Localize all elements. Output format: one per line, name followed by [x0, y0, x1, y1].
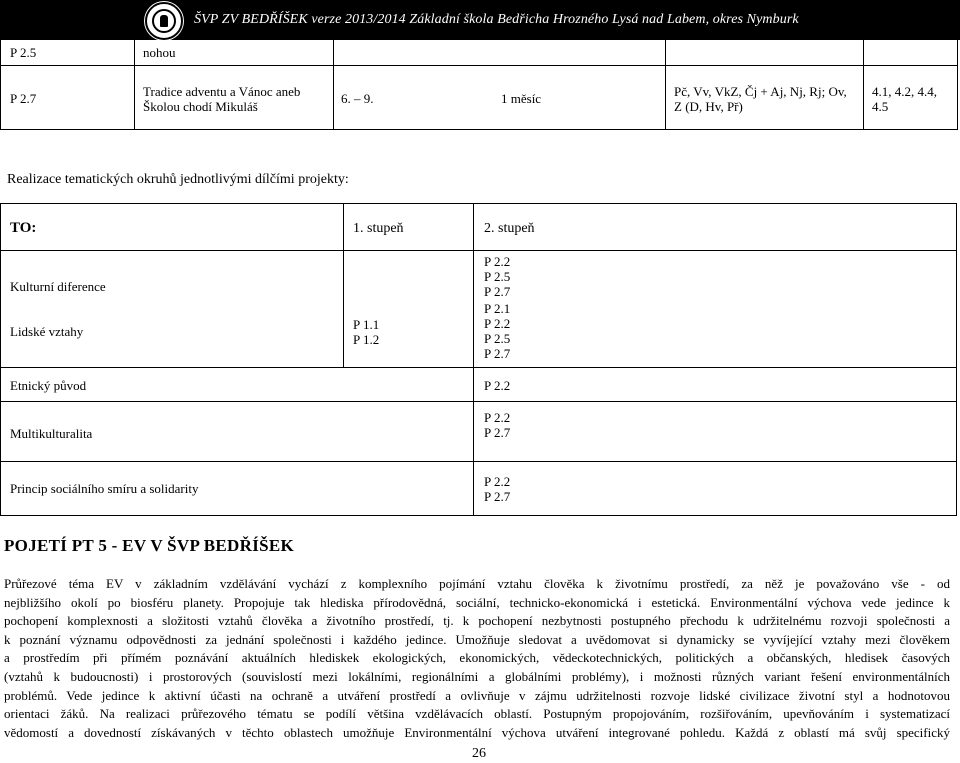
paragraph-line: k poznání významu odpovědnosti za jednání společnosti i každého jedince. Umožňuje sledovat a uvědomovat si dynamicky se vyvíjející vztahy mezi člověkem — [4, 631, 950, 647]
grid-row-kulturni-diference: Kulturní diference — [10, 279, 106, 294]
paragraph-line: problémů. Vede jedince k aktivní účasti na ochraně a utváření prostředí a ovlivňuje v zájmu udržitelnosti rozvoje lidské civilizace životní styl a hodnotovou — [4, 687, 950, 703]
paragraph-line: vědomostí a dovedností získávaných v těchto oblastech umožňuje Environmentální výchova utváření integrované pohledu. Každá z oblastí má svůj specifický — [4, 724, 950, 740]
row2-name-line2: Školou chodí Mikuláš — [143, 99, 258, 114]
realization-title: Realizace tematických okruhů jednotlivými dílčími projekty: — [7, 172, 349, 187]
grid-ps-s2-2: P 2.7 — [484, 489, 511, 504]
paragraph-line: pochopení komplexnosti a složitosti vztahů člověka a životního prostředí, tj. k pochopení nezbytnosti postupného přechodu k udržitelnému rozvoji společnosti a — [4, 613, 950, 629]
grid-row-etnicky-puvod: Etnický původ — [10, 378, 87, 393]
grid-lv-s2-3: P 2.5 — [484, 331, 511, 346]
grid-mk-s2-2: P 2.7 — [484, 425, 511, 440]
row1-code: P 2.5 — [10, 45, 37, 60]
paragraph-line: Průřezové téma EV v základním vzdělávání vychází z komplexního pojímání vztahu člověka k životnímu prostředí, za něž je považováno vše - od — [4, 576, 950, 591]
row2-code: P 2.7 — [10, 91, 37, 106]
grid-mk-s2-1: P 2.2 — [484, 410, 511, 425]
paragraph-line: (vztahů k budoucnosti) i prostorových (souvislostí mezi lokálními, regionálními a globálními problémy), i možnosti různých variant řešení environmentálních — [4, 668, 950, 684]
grid-lv-s1-2: P 1.2 — [353, 332, 380, 347]
row1-name: nohou — [143, 45, 176, 60]
row2-themes-line1: 4.1, 4.2, 4.4, — [872, 84, 937, 99]
paragraph-line: orientaci žáků. Na realizaci průřezového tématu se podílí většina vzdělávacích oblastí. Postupným propojováním, rozšiřováním, upevňováním i systematizací — [4, 706, 950, 722]
grid-to-label: TO: — [10, 220, 37, 236]
row2-time: 6. – 9. — [341, 91, 374, 106]
row2-subjects-line2: Z (D, Hv, Př) — [674, 99, 743, 114]
grid-row-princip: Princip sociálního smíru a solidarity — [10, 481, 199, 496]
header-text: ŠVP ZV BEDŘÍŠEK verze 2013/2014 Základní škola Bedřicha Hrozného Lysá nad Labem, okres Nymburk — [194, 12, 799, 27]
page-number: 26 — [472, 746, 486, 761]
grid-row-multikulturalita: Multikulturalita — [10, 426, 93, 441]
grid-kd-s2-1: P 2.2 — [484, 254, 511, 269]
grid-lv-s2-1: P 2.1 — [484, 301, 511, 316]
grid-kd-s2-3: P 2.7 — [484, 284, 511, 299]
grid-stage2-header: 2. stupeň — [484, 221, 535, 236]
paragraph-line: a prostředím při přímém poznávání aktuálních hlediskek ekologických, ekonomických, vědeckotechnických, politických a občanských, hledisek časových — [4, 650, 950, 666]
row2-duration: 1 měsíc — [501, 91, 542, 106]
grid-ps-s2-1: P 2.2 — [484, 474, 511, 489]
row2-subjects-line1: Pč, Vv, VkZ, Čj + Aj, Nj, Rj; Ov, — [674, 84, 847, 99]
section-heading: POJETÍ PT 5 - EV V ŠVP BEDŘÍŠEK — [4, 536, 295, 555]
school-seal-icon — [145, 2, 183, 40]
row2-themes-line2: 4.5 — [872, 99, 889, 114]
grid-lv-s2-2: P 2.2 — [484, 316, 511, 331]
grid-kd-s2-2: P 2.5 — [484, 269, 511, 284]
grid-stage1-header: 1. stupeň — [353, 221, 404, 236]
section-paragraph — [4, 575, 950, 742]
paragraph-line: nejbližšího okolí po biosféru planety. Propojuje tak hlediska přírodovědná, sociální, technicko-ekonomická i estetická. Environmentální výchova vede jedince k — [4, 594, 950, 610]
grid-row-lidske-vztahy: Lidské vztahy — [10, 324, 84, 339]
row2-name-line1: Tradice adventu a Vánoc aneb — [143, 84, 301, 99]
grid-lv-s2-4: P 2.7 — [484, 346, 511, 361]
document-header — [0, 0, 960, 40]
grid-lv-s1-1: P 1.1 — [353, 317, 380, 332]
grid-ep-s2-1: P 2.2 — [484, 378, 511, 393]
